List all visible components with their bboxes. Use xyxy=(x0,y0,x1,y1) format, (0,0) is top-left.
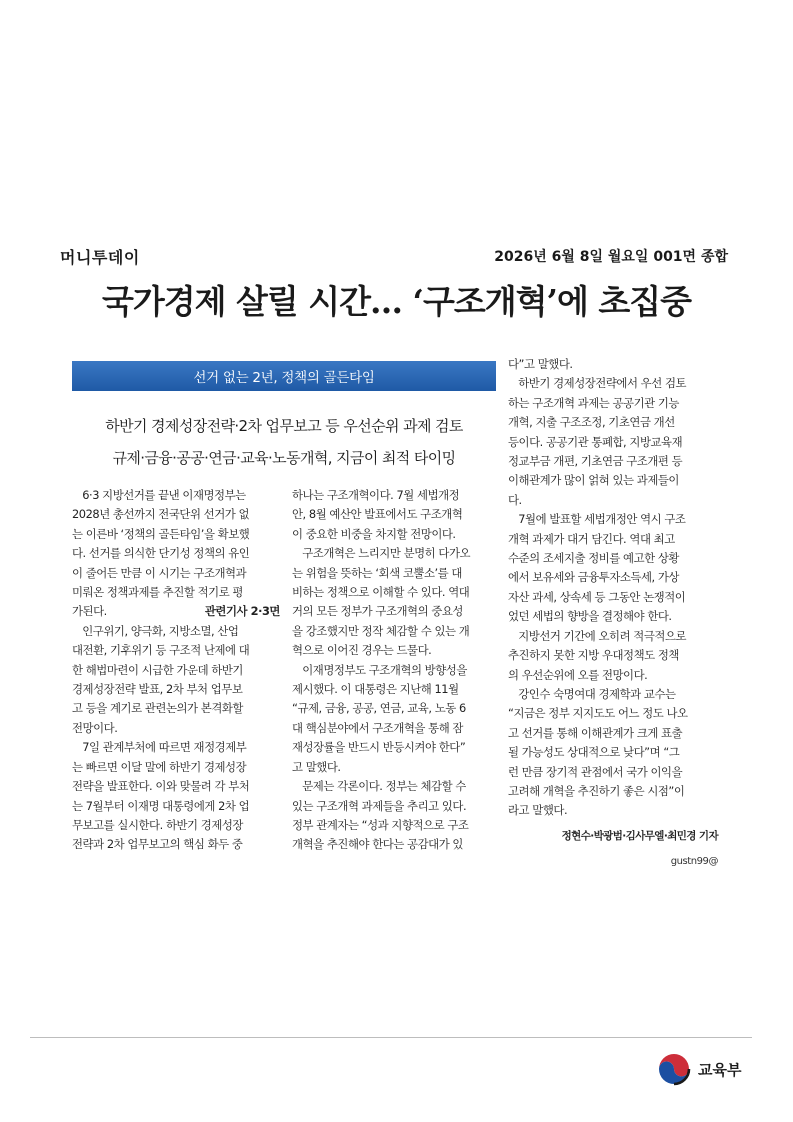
text-line: 이재명정부도 구조개혁의 방향성을 xyxy=(302,662,467,677)
footer-divider xyxy=(30,1037,752,1038)
text-line: 혁으로 이어진 경우는 드물다. xyxy=(292,643,432,658)
subheadline-2: 규제·금융·공공·연금·교육·노동개혁, 지금이 최적 타이밍 xyxy=(112,449,456,467)
text-line: 하반기 경제성장전략에서 우선 검토 xyxy=(518,376,687,391)
text-line: 수준의 조세지출 정비를 예고한 상황 xyxy=(508,551,679,566)
article-column-1 xyxy=(72,486,280,855)
paragraph xyxy=(292,777,496,855)
byline: 정현수·박광범·김사무엘·최민경 기자 xyxy=(561,829,718,842)
text-line: 는 이른바 ‘정책의 골든타임’을 확보했 xyxy=(72,526,250,541)
text-line: 강인수 숙명여대 경제학과 교수는 xyxy=(518,686,676,701)
text-line: 이 줄어든 만큼 이 시기는 구조개혁과 xyxy=(72,565,247,580)
article-column-2 xyxy=(292,486,496,855)
paragraph xyxy=(72,622,280,738)
text-line: 거의 모든 정부가 구조개혁의 중요성 xyxy=(292,604,463,619)
text-line: 에서 보유세와 금융투자소득세, 가상 xyxy=(508,570,679,585)
ministry-logo xyxy=(656,1051,741,1087)
text-line: 될 가능성도 상대적으로 낮다”며 “그 xyxy=(508,745,680,760)
text-line: 무보고를 실시한다. 하반기 경제성장 xyxy=(72,817,243,832)
text-line: 가된다. 관련기사 2·3면 xyxy=(72,602,280,621)
reporter-email: gustn99@ xyxy=(670,856,718,868)
text-line: 한 해법마련이 시급한 가운데 하반기 xyxy=(72,662,243,677)
headline: 국가경제 살릴 시간… ‘구조개혁’에 초집중 xyxy=(102,282,691,321)
text-line: 는 위험을 뜻하는 ‘회색 코뿔소’를 대 xyxy=(292,565,462,580)
taegeuk-logo-icon xyxy=(656,1051,692,1087)
text-line: 추진하지 못한 지방 우대정책도 정책 xyxy=(508,648,679,663)
text-line: 개혁, 지출 구조조정, 기초연금 개선 xyxy=(508,415,675,430)
paragraph xyxy=(72,486,280,622)
text-line: 7일 관계부처에 따르면 재정경제부 xyxy=(82,740,247,755)
paragraph xyxy=(292,486,496,544)
text-line: 을 강조했지만 정작 체감할 수 있는 개 xyxy=(292,623,470,638)
text-line: 구조개혁은 느리지만 분명히 다가오 xyxy=(302,546,471,561)
text-line: 문제는 각론이다. 정부는 체감할 수 xyxy=(302,779,466,794)
text-line: 다. xyxy=(508,492,522,507)
text-line: 6·3 지방선거를 끝낸 이재명정부는 xyxy=(82,488,246,502)
paragraph xyxy=(508,374,718,510)
paragraph xyxy=(292,661,496,777)
text-line: 경제성장전략 발표, 2차 부처 업무보 xyxy=(72,682,243,697)
text-line: “지금은 정부 지지도도 어느 정도 나오 xyxy=(508,706,688,721)
text-line: 는 빠르면 이달 말에 하반기 경제성장 xyxy=(72,759,247,774)
article-column-3 xyxy=(508,355,718,872)
text-line: 었던 세법의 향방을 결정해야 한다. xyxy=(508,609,672,624)
text-line: 고 선거를 통해 이해관계가 크게 표출 xyxy=(508,725,683,740)
dateline: 2026년 6월 8일 월요일 001면 종합 xyxy=(494,249,728,265)
text-line: 지방선거 기간에 오히려 적극적으로 xyxy=(518,628,687,643)
text-line: 안, 8월 예산안 발표에서도 구조개혁 xyxy=(292,507,463,522)
paragraph xyxy=(292,544,496,660)
text-line: 제시했다. 이 대통령은 지난해 11월 xyxy=(292,682,459,697)
text-line: 전망이다. xyxy=(72,720,118,735)
paragraph xyxy=(508,627,718,685)
paragraph xyxy=(72,738,280,854)
ministry-name: 교육부 xyxy=(698,1060,742,1079)
text-line: 라고 말했다. xyxy=(508,803,568,818)
text-line: 개혁 과제가 대거 담긴다. 역대 최고 xyxy=(508,531,675,546)
paragraph xyxy=(508,510,718,626)
text-line: 고 말했다. xyxy=(292,759,341,774)
text-line: 등이다. 공공기관 통폐합, 지방교육재 xyxy=(508,434,683,449)
text-line: 정교부금 개편, 기초연금 구조개편 등 xyxy=(508,454,683,469)
text-line: 대 핵심분야에서 구조개혁을 통해 잠 xyxy=(292,720,463,735)
text-line: 7월에 발표할 세법개정안 역시 구조 xyxy=(518,512,686,527)
related-articles-note: 관련기사 2·3면 xyxy=(204,604,280,619)
text-line: 전략을 발표한다. 이와 맞물려 각 부처 xyxy=(72,779,250,794)
masthead xyxy=(60,244,728,268)
text-line: 미뤄온 정책과제를 추진할 적기로 평 xyxy=(72,585,243,600)
text-line: 하나는 구조개혁이다. 7월 세법개정 xyxy=(292,488,460,502)
subheadline-1: 하반기 경제성장전략·2차 업무보고 등 우선순위 과제 검토 xyxy=(105,417,463,435)
text-line: 정부 관계자는 “성과 지향적으로 구조 xyxy=(292,817,469,832)
text-line: 비하는 정책으로 이해할 수 있다. 역대 xyxy=(292,585,470,600)
text-line: 의 우선순위에 오를 전망이다. xyxy=(508,667,648,682)
text-line: 인구위기, 양극화, 지방소멸, 산업 xyxy=(82,623,239,638)
paragraph xyxy=(508,685,718,821)
text-line: 다. 선거를 의식한 단기성 정책의 유인 xyxy=(72,546,250,561)
text-line: 하는 구조개혁 과제는 공공기관 기능 xyxy=(508,395,679,410)
text-line: 대전환, 기후위기 등 구조적 난제에 대 xyxy=(72,643,250,658)
text-line: 2028년 총선까지 전국단위 선거가 없 xyxy=(72,507,250,522)
text-line: 고 등을 계기로 관련논의가 본격화할 xyxy=(72,701,243,716)
text-line: 는 7월부터 이재명 대통령에게 2차 업 xyxy=(72,798,250,813)
text-line: 전략과 2차 업무보고의 핵심 화두 중 xyxy=(72,837,243,852)
text-line: 재성장률을 반드시 반등시켜야 한다” xyxy=(292,740,466,755)
text-line: 이해관계가 많이 얽혀 있는 과제들이 xyxy=(508,473,679,488)
text-line: 런 만큼 장기적 관점에서 국가 이익을 xyxy=(508,764,683,779)
paragraph xyxy=(508,355,718,374)
newspaper-name: 머니투데이 xyxy=(60,247,140,267)
text-line: 있는 구조개혁 과제들을 추리고 있다. xyxy=(292,798,467,813)
text-line: “규제, 금융, 공공, 연금, 교육, 노동 6 xyxy=(292,701,466,716)
section-banner: 선거 없는 2년, 정책의 골든타임 xyxy=(72,361,496,391)
text-line: 자산 과세, 상속세 등 그동안 논쟁적이 xyxy=(508,589,686,604)
text-line: 다”고 말했다. xyxy=(508,357,573,371)
text-line: 이 중요한 비중을 차지할 전망이다. xyxy=(292,526,456,541)
text-line: 개혁을 추진해야 한다는 공감대가 있 xyxy=(292,837,463,852)
text-line: 고려해 개혁을 추진하기 좋은 시점”이 xyxy=(508,783,685,798)
